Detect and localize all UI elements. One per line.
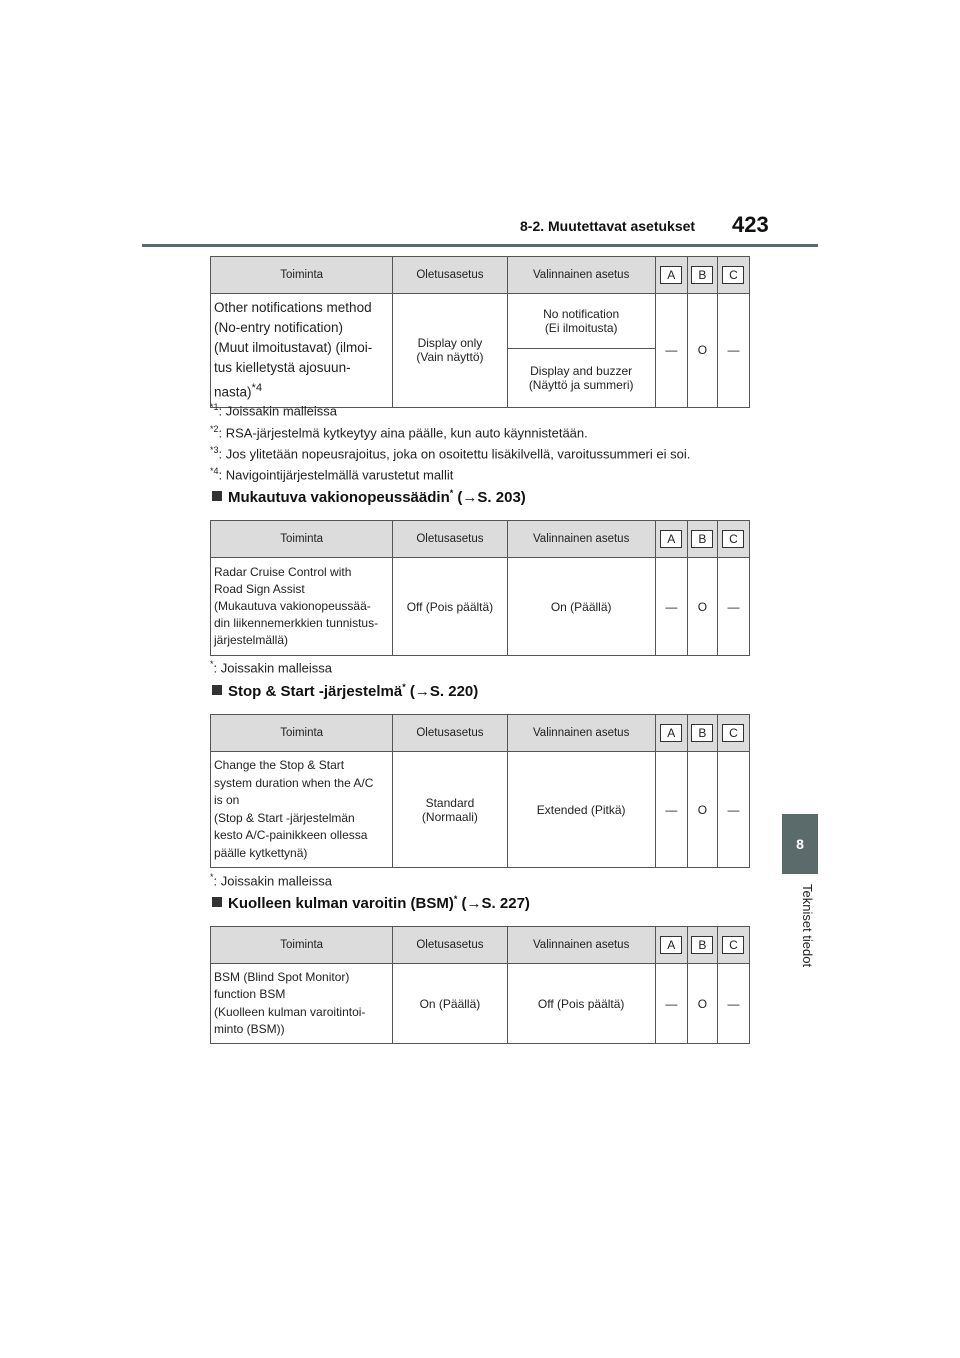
function-line: Radar Cruise Control with	[214, 565, 352, 579]
footnote-marker: *	[453, 894, 458, 904]
table-row	[211, 558, 750, 656]
c-cell: —	[717, 964, 749, 1044]
letter-c: C	[722, 724, 744, 742]
col-header-default: Oletusasetus	[393, 257, 507, 294]
default-cell: On (Päällä)	[393, 964, 507, 1044]
letter-b: B	[691, 266, 713, 284]
chapter-label: Tekniset tiedot	[800, 884, 815, 968]
table-header-row	[211, 927, 750, 964]
function-line: järjestelmällä)	[214, 633, 289, 647]
section-heading-text: Kuolleen kulman varoitin (BSM)	[228, 895, 454, 912]
page-reference: (→S. 203)	[457, 489, 526, 506]
letter-c: C	[722, 530, 744, 548]
col-header-c	[717, 521, 749, 558]
b-cell: O	[687, 558, 717, 656]
a-cell: —	[655, 964, 687, 1044]
col-header-optional: Valinnainen asetus	[507, 715, 655, 752]
option-line: (Näyttö ja summeri)	[528, 377, 634, 392]
footnote	[210, 402, 337, 418]
function-cell	[211, 752, 393, 868]
letter-a: A	[660, 936, 682, 954]
function-line: (Stop & Start -järjestelmän	[214, 810, 355, 825]
function-line: BSM (Blind Spot Monitor)	[214, 969, 350, 984]
col-header-c	[717, 257, 749, 294]
section-heading	[212, 488, 526, 506]
optional-cell	[507, 348, 655, 407]
table-row	[211, 752, 750, 868]
footnote-text: : Joissakin malleissa	[213, 660, 333, 676]
letter-a: A	[660, 530, 682, 548]
footnote-text: : Joissakin malleissa	[218, 403, 338, 419]
function-line: (Kuolleen kulman varoitintoi-	[214, 1004, 366, 1019]
default-cell: Off (Pois päältä)	[393, 558, 507, 656]
col-header-a	[655, 257, 687, 294]
footnote-marker: *	[210, 872, 214, 882]
default-line: Standard	[425, 795, 475, 810]
page-reference: (→S. 227)	[461, 895, 530, 912]
page-reference: (→S. 220)	[409, 683, 479, 700]
square-bullet-icon	[212, 685, 222, 695]
col-header-a	[655, 521, 687, 558]
col-header-a	[655, 927, 687, 964]
col-header-optional: Valinnainen asetus	[507, 257, 655, 294]
section-heading-text: Stop & Start -järjestelmä	[228, 683, 403, 700]
col-header-c	[717, 927, 749, 964]
function-line: Road Sign Assist	[214, 582, 305, 596]
letter-a: A	[660, 266, 682, 284]
function-line: päälle kytkettynä)	[214, 845, 308, 860]
footnote	[210, 445, 690, 461]
col-header-function: Toiminta	[211, 521, 393, 558]
default-cell	[393, 294, 507, 408]
function-line: minto (BSM))	[214, 1022, 285, 1036]
footnote	[210, 424, 588, 440]
settings-table-cruise	[210, 520, 750, 656]
letter-b: B	[691, 724, 713, 742]
function-line: (Mukautuva vakionopeussää-	[214, 599, 371, 613]
function-line: nasta)	[214, 384, 252, 400]
letter-b: B	[691, 936, 713, 954]
table-row	[211, 294, 750, 349]
c-cell: —	[717, 558, 749, 656]
default-line: Display only	[417, 336, 483, 351]
col-header-a	[655, 715, 687, 752]
default-line: (Normaali)	[421, 809, 478, 824]
footnote	[210, 872, 332, 888]
letter-c: C	[722, 936, 744, 954]
function-line: (Muut ilmoitustavat) (ilmoi-	[214, 340, 373, 355]
col-header-b	[687, 927, 717, 964]
col-header-default: Oletusasetus	[393, 715, 507, 752]
c-cell: —	[717, 752, 749, 868]
optional-cell: On (Päällä)	[507, 558, 655, 656]
col-header-optional: Valinnainen asetus	[507, 927, 655, 964]
footnote-marker: *4	[210, 466, 219, 476]
square-bullet-icon	[212, 491, 222, 501]
footnote-text: : Jos ylitetään nopeusrajoitus, joka on osoitettu lisäkilvellä, varoitussummeri ei soi.	[218, 446, 691, 462]
a-cell: —	[655, 558, 687, 656]
function-cell	[211, 294, 393, 408]
function-line: (No-entry notification)	[214, 320, 344, 335]
footnote-marker: *	[402, 682, 406, 692]
c-cell: —	[717, 294, 749, 408]
col-header-b	[687, 257, 717, 294]
footnote-marker: *3	[210, 445, 219, 455]
table-header-row	[211, 521, 750, 558]
optional-cell	[507, 294, 655, 349]
function-line: tus kielletystä ajosuun-	[214, 360, 351, 375]
col-header-function: Toiminta	[211, 257, 393, 294]
function-line: kesto A/C-painikkeen ollessa	[214, 828, 368, 842]
col-header-default: Oletusasetus	[393, 927, 507, 964]
a-cell: —	[655, 294, 687, 408]
header-rule	[142, 244, 818, 247]
function-line: Change the Stop & Start	[214, 758, 345, 772]
optional-cell: Off (Pois päältä)	[507, 964, 655, 1044]
table-header-row	[211, 715, 750, 752]
settings-table-notifications	[210, 256, 750, 408]
footnote-marker: *	[210, 659, 214, 669]
col-header-b	[687, 521, 717, 558]
option-line: Display and buzzer	[530, 363, 633, 378]
function-cell	[211, 964, 393, 1044]
b-cell: O	[687, 752, 717, 868]
col-header-default: Oletusasetus	[393, 521, 507, 558]
footnote	[210, 659, 332, 675]
col-header-b	[687, 715, 717, 752]
chapter-tab: 8	[782, 814, 818, 874]
option-line: (Ei ilmoitusta)	[544, 320, 618, 335]
letter-b: B	[691, 530, 713, 548]
function-line: is on	[214, 793, 240, 807]
col-header-c	[717, 715, 749, 752]
option-line: No notification	[543, 306, 620, 321]
col-header-optional: Valinnainen asetus	[507, 521, 655, 558]
page-number: 423	[732, 212, 769, 237]
section-heading	[212, 894, 530, 912]
footnote-marker: *1	[210, 402, 219, 412]
default-line: (Vain näyttö)	[416, 350, 484, 365]
section-heading	[212, 682, 478, 700]
col-header-function: Toiminta	[211, 715, 393, 752]
col-header-function: Toiminta	[211, 927, 393, 964]
footnote	[210, 466, 453, 482]
b-cell: O	[687, 964, 717, 1044]
function-line: function BSM	[214, 987, 286, 1001]
letter-c: C	[722, 266, 744, 284]
table-header-row	[211, 257, 750, 294]
optional-cell: Extended (Pitkä)	[507, 752, 655, 868]
square-bullet-icon	[212, 897, 222, 907]
footnote-marker: *	[449, 488, 454, 498]
function-cell	[211, 558, 393, 656]
b-cell: O	[687, 294, 717, 408]
footnote-marker: *2	[210, 424, 219, 434]
function-line: din liikennemerkkien tunnistus-	[214, 616, 379, 630]
function-line: Other notifications method	[214, 300, 372, 315]
function-line: system duration when the A/C	[214, 775, 374, 790]
letter-a: A	[660, 724, 682, 742]
footnote-text: : RSA-järjestelmä kytkeytyy aina päälle, kun auto käynnistetään.	[218, 425, 588, 441]
footnote-text: : Joissakin malleissa	[213, 873, 333, 889]
settings-table-stop-start	[210, 714, 750, 868]
default-cell	[393, 752, 507, 868]
section-heading-text: Mukautuva vakionopeussäädin	[228, 489, 450, 506]
a-cell: —	[655, 752, 687, 868]
table-row	[211, 964, 750, 1044]
footnote-marker: *4	[251, 382, 263, 394]
settings-table-bsm	[210, 926, 750, 1044]
footnote-text: : Navigointijärjestelmällä varustetut mallit	[218, 467, 454, 483]
section-title: 8-2. Muutettavat asetukset	[520, 218, 696, 234]
